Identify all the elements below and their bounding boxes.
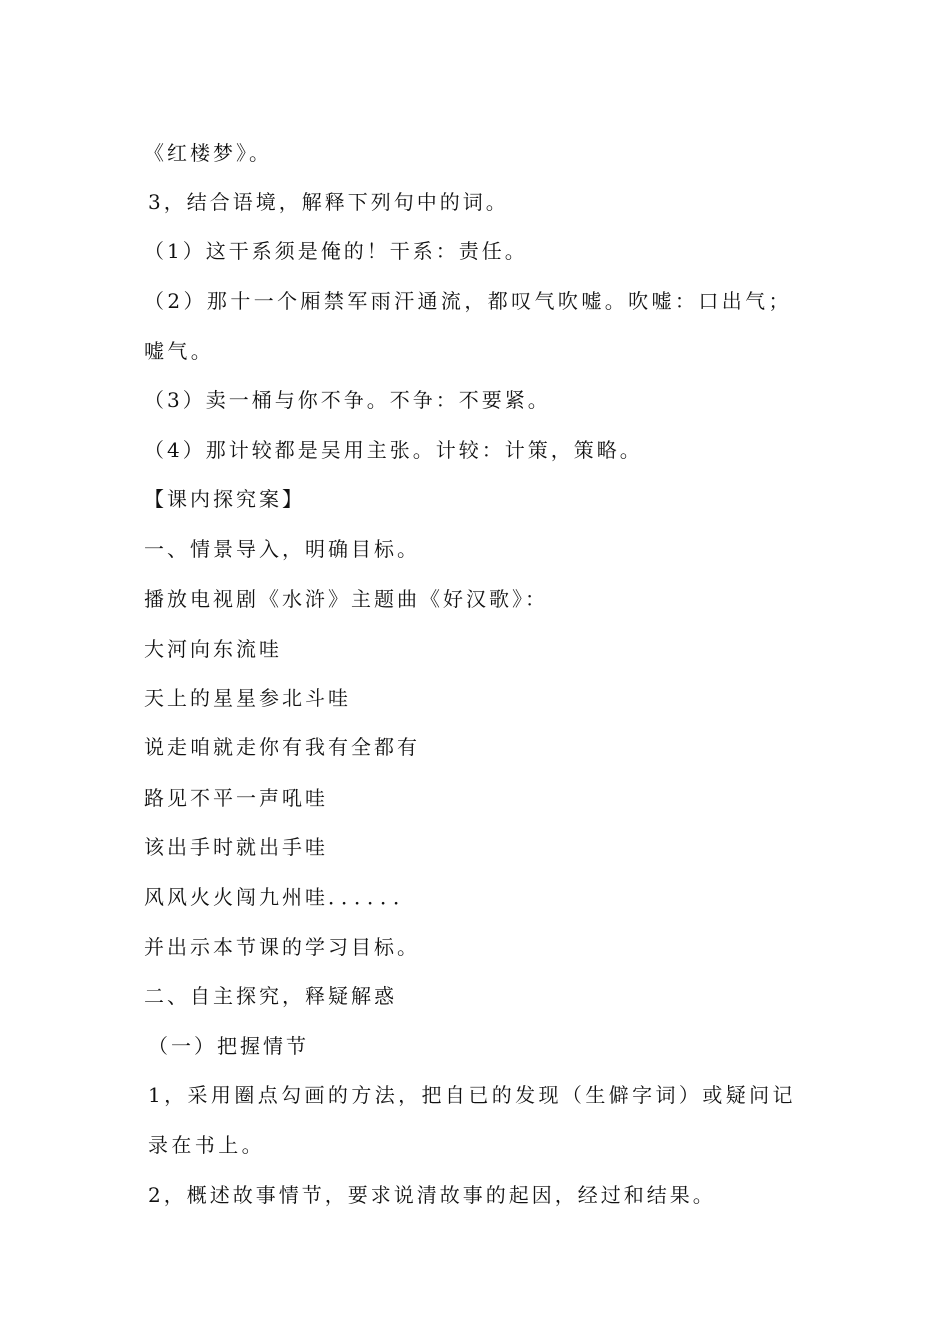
task-1: 1，采用圈点勾画的方法，把自已的发现（生僻字词）或疑问记录在书上。 — [148, 1083, 796, 1157]
question-3-heading: 3，结合语境，解释下列句中的词。 — [148, 190, 509, 214]
lyric-line-2: 天上的星星参北斗哇 — [144, 686, 351, 710]
lyric-line-5: 该出手时就出手哇 — [144, 835, 328, 859]
part-2-heading: 二、自主探究，释疑解惑 — [144, 984, 397, 1008]
lyric-line-6: 风风火火闯九州哇．．．．．． — [144, 885, 416, 909]
text-line-hongloumeng: 《红楼梦》。 — [144, 141, 272, 165]
question-3-item-3: （3）卖一桶与你不争。不争：不要紧。 — [144, 388, 551, 412]
subsection-plot-heading: （一）把握情节 — [148, 1034, 309, 1058]
task-2: 2，概述故事情节，要求说清故事的起因，经过和结果。 — [148, 1183, 716, 1207]
question-3-item-1: （1）这干系须是俺的！干系：责任。 — [144, 239, 528, 263]
question-3-item-2: （2）那十一个厢禁军雨汗通流，都叹气吹嘘。吹嘘：口出气；嘘气。 — [144, 289, 792, 363]
question-3-item-4: （4）那计较都是吴用主张。计较：计策，策略。 — [144, 438, 643, 462]
lyric-line-1: 大河向东流哇 — [144, 637, 282, 661]
section-heading-exploration: 【课内探究案】 — [144, 487, 305, 511]
objectives-line: 并出示本节课的学习目标。 — [144, 935, 420, 959]
part-1-heading: 一、情景导入，明确目标。 — [144, 537, 420, 561]
lyric-line-4: 路见不平一声吼哇 — [144, 786, 328, 810]
song-intro: 播放电视剧《水浒》主题曲《好汉歌》： — [144, 587, 548, 611]
lyric-line-3: 说走咱就走你有我有全都有 — [144, 735, 420, 759]
